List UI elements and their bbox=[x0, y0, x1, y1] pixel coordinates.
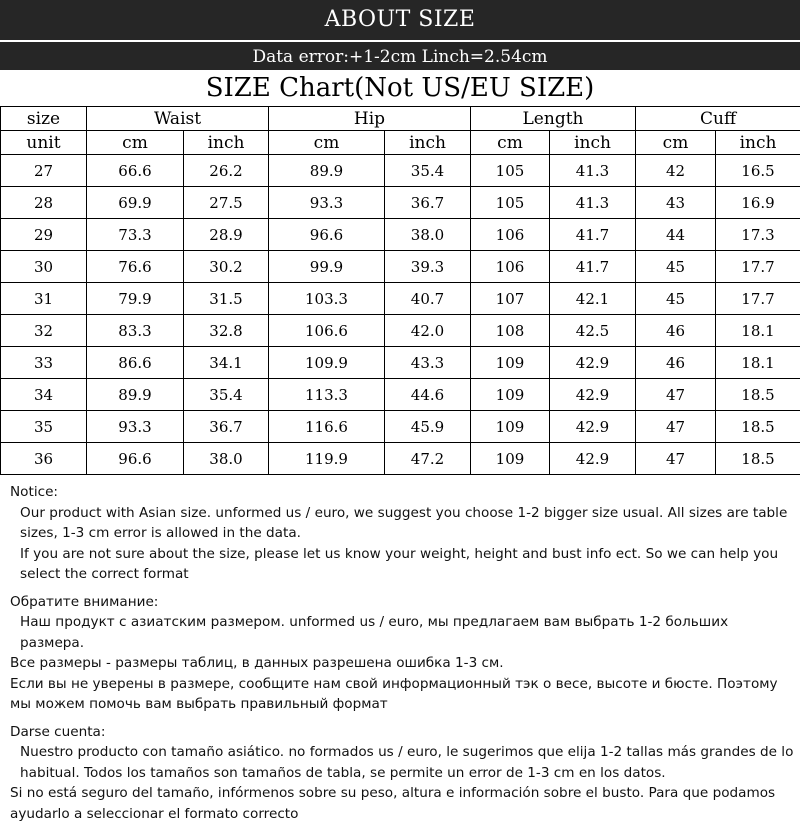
notice-en bbox=[10, 482, 795, 585]
measurement-cell: 96.6 bbox=[269, 219, 385, 251]
unit-cell: inch bbox=[184, 131, 269, 155]
unit-cell: inch bbox=[385, 131, 471, 155]
table-row bbox=[1, 283, 800, 315]
measurement-cell: 109 bbox=[471, 379, 550, 411]
measurement-cell: 32.8 bbox=[184, 315, 269, 347]
measurement-cell: 109.9 bbox=[269, 347, 385, 379]
size-rows bbox=[1, 155, 800, 475]
table-row bbox=[1, 411, 800, 443]
measurement-cell: 30.2 bbox=[184, 251, 269, 283]
data-error-banner: Data error:+1-2cm Linch=2.54cm bbox=[0, 40, 800, 72]
table-row bbox=[1, 219, 800, 251]
measurement-cell: 42.5 bbox=[550, 315, 636, 347]
size-table bbox=[0, 106, 800, 475]
notice-es-text: Si no está seguro del tamaño, infórmenos sobre su peso, altura e información sobre el busto. Para que podamos ayudarlo a seleccionar el formato correcto bbox=[10, 783, 795, 824]
measurement-cell: 47 bbox=[636, 411, 716, 443]
measurement-cell: 108 bbox=[471, 315, 550, 347]
measurement-cell: 44 bbox=[636, 219, 716, 251]
measurement-cell: 79.9 bbox=[87, 283, 184, 315]
table-row bbox=[1, 187, 800, 219]
table-row bbox=[1, 379, 800, 411]
measurement-cell: 106.6 bbox=[269, 315, 385, 347]
measurement-cell: 44.6 bbox=[385, 379, 471, 411]
measurement-cell: 109 bbox=[471, 443, 550, 475]
notice-ru-text: Все размеры - размеры таблиц, в данных разрешена ошибка 1-3 см. bbox=[10, 653, 795, 674]
measurement-cell: 42.1 bbox=[550, 283, 636, 315]
measurement-cell: 46 bbox=[636, 347, 716, 379]
measurement-cell: 96.6 bbox=[87, 443, 184, 475]
size-cell: 27 bbox=[1, 155, 87, 187]
unit-cell: cm bbox=[87, 131, 184, 155]
unit-cell: cm bbox=[269, 131, 385, 155]
measurement-cell: 27.5 bbox=[184, 187, 269, 219]
measurement-cell: 86.6 bbox=[87, 347, 184, 379]
notice-en-text: If you are not sure about the size, please let us know your weight, height and bust info ect. So we can help you select the correct format bbox=[10, 544, 795, 585]
measurement-cell: 35.4 bbox=[184, 379, 269, 411]
measurement-cell: 89.9 bbox=[87, 379, 184, 411]
table-row bbox=[1, 347, 800, 379]
measurement-cell: 42.0 bbox=[385, 315, 471, 347]
measurement-cell: 46 bbox=[636, 315, 716, 347]
measurement-cell: 93.3 bbox=[269, 187, 385, 219]
unit-cell: inch bbox=[550, 131, 636, 155]
measurement-cell: 76.6 bbox=[87, 251, 184, 283]
measurement-cell: 17.7 bbox=[716, 283, 800, 315]
table-row bbox=[1, 251, 800, 283]
notice-es-text: Nuestro producto con tamaño asiático. no formados us / euro, le sugerimos que elija 1-2 tallas más grandes de lo habitual. Todos los tamaños son tamaños de tabla, se permite un error de 1-3 cm en los datos. bbox=[10, 742, 795, 783]
size-cell: 34 bbox=[1, 379, 87, 411]
group-header-row bbox=[1, 107, 800, 131]
measurement-cell: 42.9 bbox=[550, 411, 636, 443]
notice-ru-heading: Обратите внимание: bbox=[10, 592, 795, 613]
measurement-cell: 39.3 bbox=[385, 251, 471, 283]
measurement-cell: 47.2 bbox=[385, 443, 471, 475]
notice-en-heading: Notice: bbox=[10, 482, 795, 503]
hip-header: Hip bbox=[269, 107, 471, 131]
table-row bbox=[1, 315, 800, 347]
measurement-cell: 42.9 bbox=[550, 347, 636, 379]
size-cell: 28 bbox=[1, 187, 87, 219]
measurement-cell: 18.5 bbox=[716, 443, 800, 475]
notice-es bbox=[10, 722, 795, 825]
unit-header: unit bbox=[1, 131, 87, 155]
measurement-cell: 43 bbox=[636, 187, 716, 219]
measurement-cell: 106 bbox=[471, 219, 550, 251]
measurement-cell: 17.3 bbox=[716, 219, 800, 251]
table-row bbox=[1, 155, 800, 187]
waist-header: Waist bbox=[87, 107, 269, 131]
size-cell: 35 bbox=[1, 411, 87, 443]
size-cell: 30 bbox=[1, 251, 87, 283]
measurement-cell: 99.9 bbox=[269, 251, 385, 283]
about-size-banner: ABOUT SIZE bbox=[0, 0, 800, 40]
measurement-cell: 69.9 bbox=[87, 187, 184, 219]
measurement-cell: 83.3 bbox=[87, 315, 184, 347]
size-cell: 31 bbox=[1, 283, 87, 315]
measurement-cell: 73.3 bbox=[87, 219, 184, 251]
measurement-cell: 16.5 bbox=[716, 155, 800, 187]
measurement-cell: 41.3 bbox=[550, 187, 636, 219]
measurement-cell: 41.3 bbox=[550, 155, 636, 187]
measurement-cell: 40.7 bbox=[385, 283, 471, 315]
size-header: size bbox=[1, 107, 87, 131]
measurement-cell: 45 bbox=[636, 283, 716, 315]
measurement-cell: 113.3 bbox=[269, 379, 385, 411]
unit-header-row bbox=[1, 131, 800, 155]
measurement-cell: 35.4 bbox=[385, 155, 471, 187]
measurement-cell: 105 bbox=[471, 187, 550, 219]
notice-ru-text: Наш продукт с азиатским размером. unformed us / euro, мы предлагаем вам выбрать 1-2 больших размера. bbox=[10, 612, 795, 653]
size-chart-title: SIZE Chart(Not US/EU SIZE) bbox=[0, 70, 800, 106]
unit-cell: cm bbox=[636, 131, 716, 155]
measurement-cell: 116.6 bbox=[269, 411, 385, 443]
measurement-cell: 43.3 bbox=[385, 347, 471, 379]
notice-ru-text: Если вы не уверены в размере, сообщите нам свой информационный тэк о весе, высоте и бюсте. Поэтому мы можем помочь вам выбрать правильный формат bbox=[10, 674, 795, 715]
measurement-cell: 38.0 bbox=[385, 219, 471, 251]
length-header: Length bbox=[471, 107, 636, 131]
notice-ru bbox=[10, 592, 795, 715]
measurement-cell: 28.9 bbox=[184, 219, 269, 251]
measurement-cell: 103.3 bbox=[269, 283, 385, 315]
notes-section bbox=[10, 482, 795, 831]
size-cell: 29 bbox=[1, 219, 87, 251]
measurement-cell: 16.9 bbox=[716, 187, 800, 219]
measurement-cell: 41.7 bbox=[550, 251, 636, 283]
measurement-cell: 42.9 bbox=[550, 379, 636, 411]
size-cell: 33 bbox=[1, 347, 87, 379]
measurement-cell: 17.7 bbox=[716, 251, 800, 283]
measurement-cell: 109 bbox=[471, 411, 550, 443]
measurement-cell: 119.9 bbox=[269, 443, 385, 475]
measurement-cell: 47 bbox=[636, 379, 716, 411]
measurement-cell: 109 bbox=[471, 347, 550, 379]
measurement-cell: 45 bbox=[636, 251, 716, 283]
measurement-cell: 31.5 bbox=[184, 283, 269, 315]
measurement-cell: 38.0 bbox=[184, 443, 269, 475]
unit-cell: cm bbox=[471, 131, 550, 155]
size-cell: 36 bbox=[1, 443, 87, 475]
measurement-cell: 26.2 bbox=[184, 155, 269, 187]
measurement-cell: 47 bbox=[636, 443, 716, 475]
measurement-cell: 66.6 bbox=[87, 155, 184, 187]
measurement-cell: 107 bbox=[471, 283, 550, 315]
measurement-cell: 36.7 bbox=[184, 411, 269, 443]
measurement-cell: 105 bbox=[471, 155, 550, 187]
measurement-cell: 45.9 bbox=[385, 411, 471, 443]
measurement-cell: 18.1 bbox=[716, 315, 800, 347]
measurement-cell: 18.5 bbox=[716, 379, 800, 411]
measurement-cell: 89.9 bbox=[269, 155, 385, 187]
notice-en-text: Our product with Asian size. unformed us / euro, we suggest you choose 1-2 bigger size usual. All sizes are table sizes, 1-3 cm error is allowed in the data. bbox=[10, 503, 795, 544]
measurement-cell: 18.5 bbox=[716, 411, 800, 443]
measurement-cell: 42.9 bbox=[550, 443, 636, 475]
cuff-header: Cuff bbox=[636, 107, 800, 131]
measurement-cell: 36.7 bbox=[385, 187, 471, 219]
measurement-cell: 34.1 bbox=[184, 347, 269, 379]
size-cell: 32 bbox=[1, 315, 87, 347]
measurement-cell: 18.1 bbox=[716, 347, 800, 379]
table-row bbox=[1, 443, 800, 475]
measurement-cell: 93.3 bbox=[87, 411, 184, 443]
notice-es-heading: Darse cuenta: bbox=[10, 722, 795, 743]
measurement-cell: 42 bbox=[636, 155, 716, 187]
measurement-cell: 106 bbox=[471, 251, 550, 283]
measurement-cell: 41.7 bbox=[550, 219, 636, 251]
unit-cell: inch bbox=[716, 131, 800, 155]
